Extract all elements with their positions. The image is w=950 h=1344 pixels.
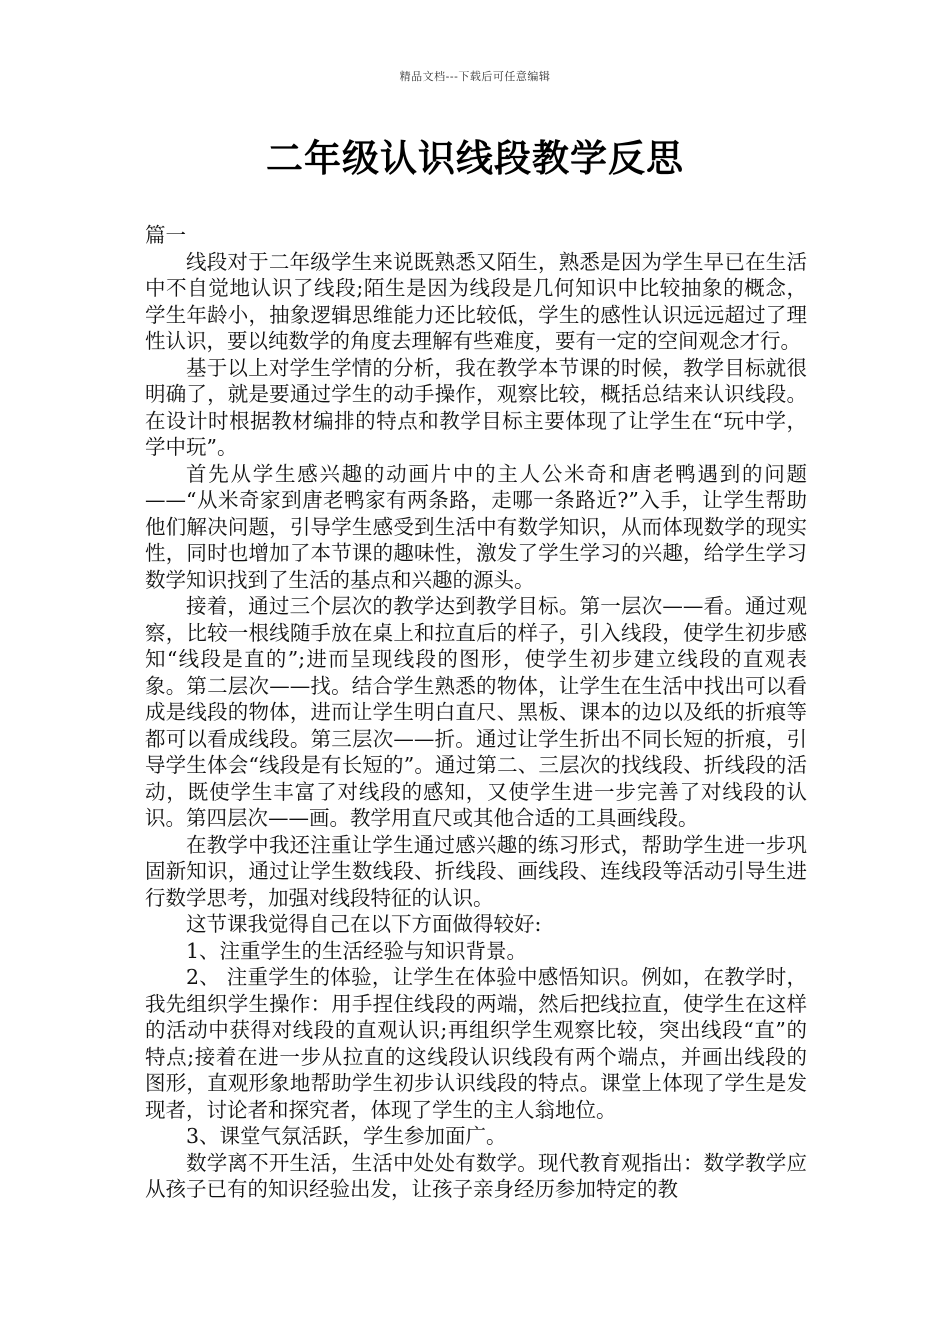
section-label: 篇一 [145,223,186,247]
paragraph-6: 这节课我觉得自己在以下方面做得较好: [186,912,542,936]
list-item-2: 2、 注重学生的体验，让学生在体验中感悟知识。例如，在教学时，我先组织学生操作：用手捏住线段的两端，然后把线拉直，使学生在这样的活动中获得对线段的直观认识;再组织学生观察比较，突出线段“直”的特点;接着在进一步从拉直的这线段认识线段有两个端点，并画出线段的图形，直观形象地帮助学生初步认识线段的特点。课堂上体现了学生是发现者，讨论者和探究者，体现了学生的主人翁地位。 [145,965,807,1122]
paragraph-2: 基于以上对学生学情的分析，我在教学本节课的时候，教学目标就很明确了，就是要通过学生的动手操作，观察比较，概括总结来认识线段。在设计时根据教材编排的特点和教学目标主要体现了让学生在“玩中学，学中玩”。 [145,355,807,459]
paragraph-7: 数学离不开生活，生活中处处有数学。现代教育观指出：数学教学应从孩子已有的知识经验出发，让孩子亲身经历参加特定的教 [145,1150,807,1201]
paragraph-5: 在教学中我还注重让学生通过感兴趣的练习形式，帮助学生进一步巩固新知识，通过让学生数线段、折线段、画线段、连线段等活动引导生进行数学思考，加强对线段特征的认识。 [145,832,807,910]
list-item-1: 1、注重学生的生活经验与知识背景。 [186,938,528,963]
paragraph-3: 首先从学生感兴趣的动画片中的主人公米奇和唐老鸭遇到的问题——“从米奇家到唐老鸭家有两条路，走哪一条路近?”入手，让学生帮助他们解决问题，引导学生感受到生活中有数学知识，从而体现数学的现实性，同时也增加了本节课的趣味性，激发了学生学习的兴趣，给学生学习数学知识找到了生活的基点和兴趣的源头。 [145,461,807,592]
list-item-3: 3、课堂气氛活跃，学生参加面广。 [186,1124,507,1148]
paragraph-1: 线段对于二年级学生来说既熟悉又陌生，熟悉是因为学生早已在生活中不自觉地认识了线段;陌生是因为线段是几何知识中比较抽象的概念，学生年龄小，抽象逻辑思维能力还比较低，学生的感性认识远远超过了理性认识，要以纯数学的角度去理解有些难度，要有一定的空间观念才行。 [145,249,807,353]
document-body [145,222,807,1203]
document-title: 二年级认识线段教学反思 [266,137,684,180]
paragraph-4: 接着，通过三个层次的教学达到教学目标。第一层次——看。通过观察，比较一根线随手放在桌上和拉直后的样子，引入线段，使学生初步感知“线段是直的”;进而呈现线段的图形，使学生初步建立线段的直观表象。第二层次——找。结合学生熟悉的物体，让学生在生活中找出可以看成是线段的物体，进而让学生明白直尺、黑板、课本的边以及纸的折痕等都可以看成线段。第三层次——折。通过让学生折出不同长短的折痕，引导学生体会“线段是有长短的”。通过第二、三层次的找线段、折线段的活动，既使学生丰富了对线段的感知，又使学生进一步完善了对线段的认识。第四层次——画。教学用直尺或其他合适的工具画线段。 [145,594,807,830]
header-note: 精品文档---下载后可任意编辑 [399,70,551,83]
